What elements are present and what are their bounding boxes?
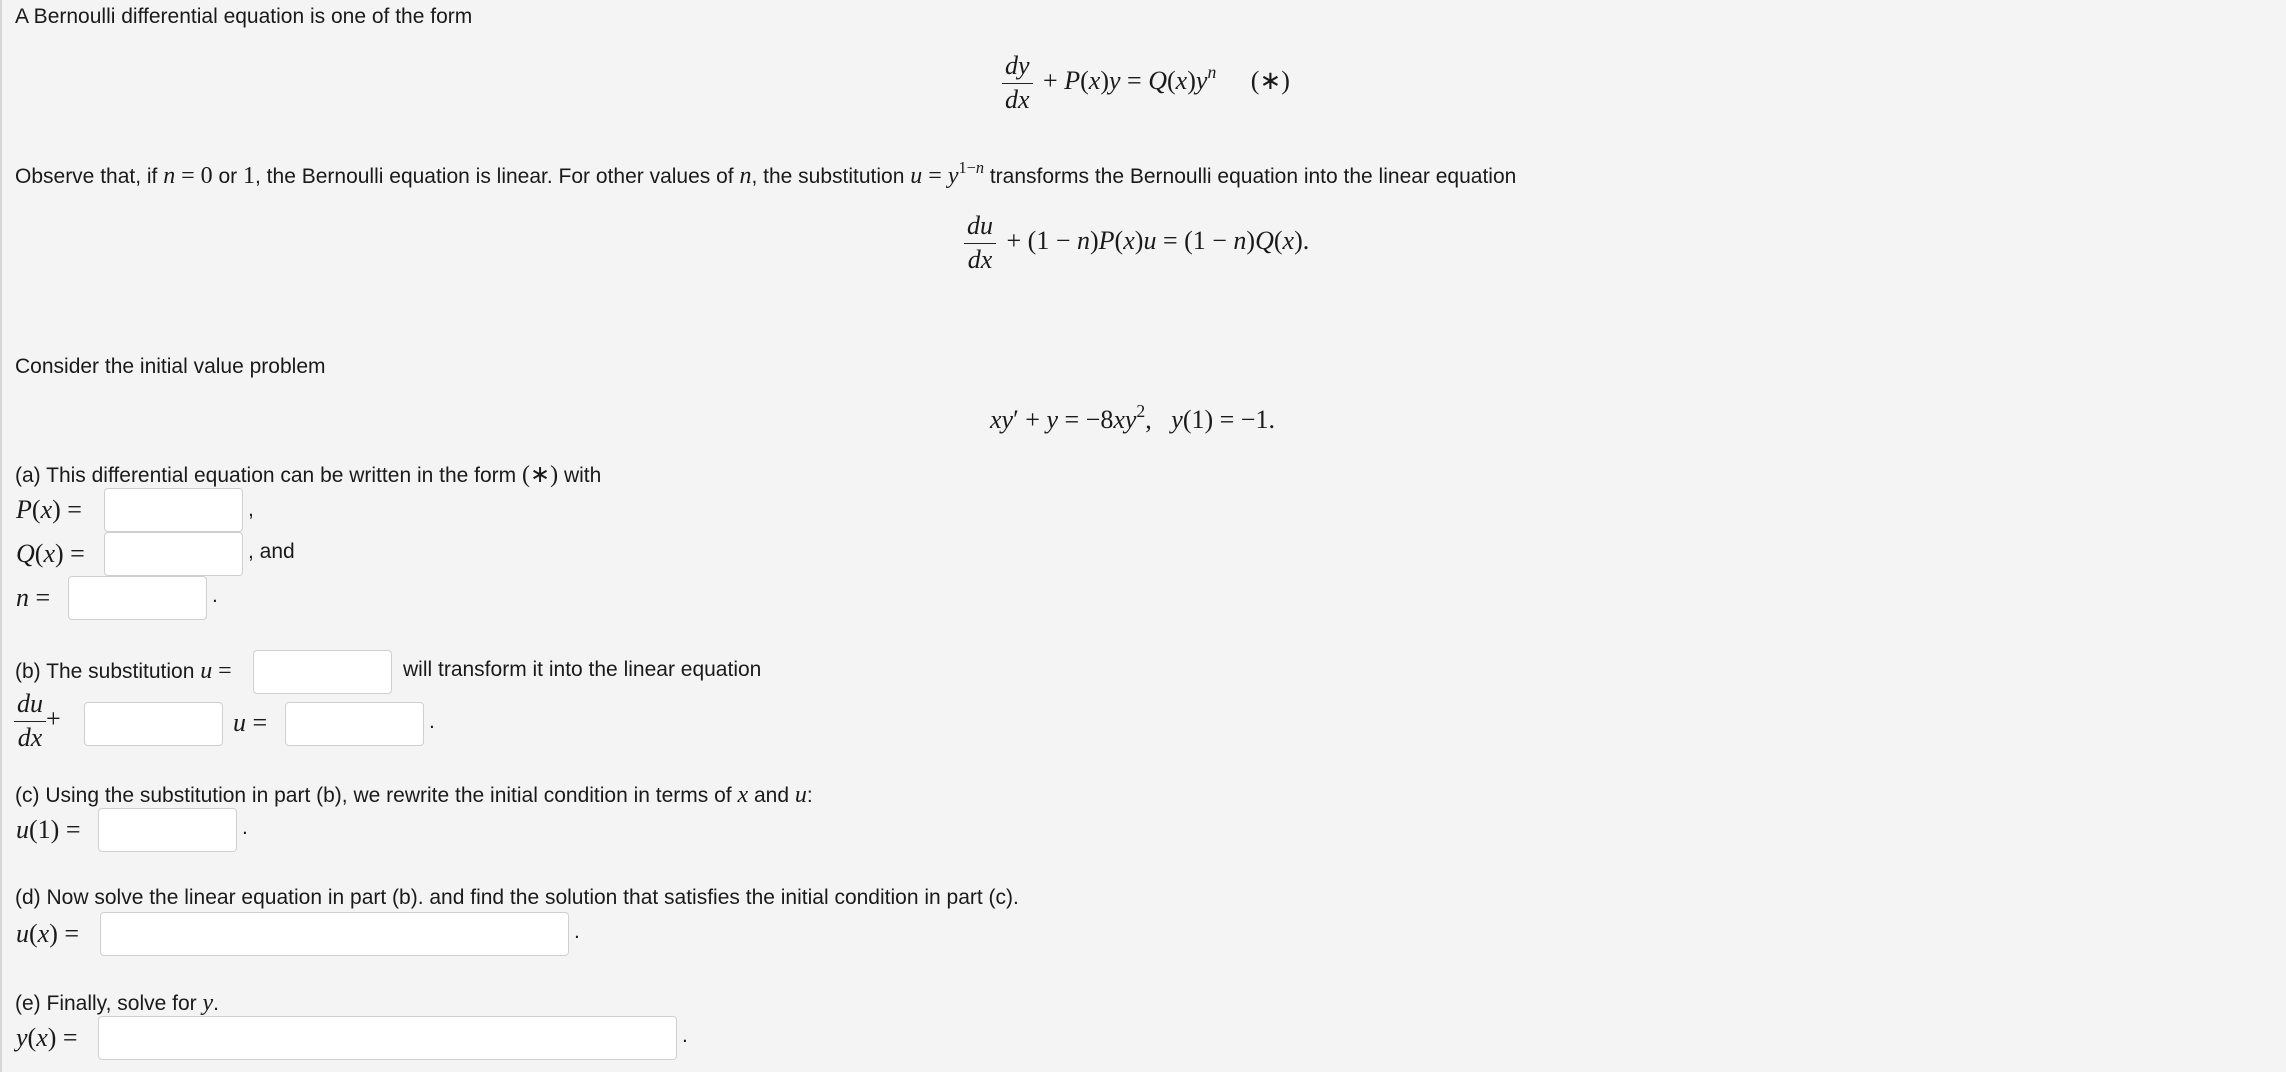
and-text: , and xyxy=(248,540,295,563)
period: . xyxy=(212,584,218,607)
Q-input[interactable] xyxy=(104,532,243,576)
n-label: n = xyxy=(16,583,51,612)
coefficient-input[interactable] xyxy=(84,702,223,746)
left-border xyxy=(0,0,2,1072)
ux-input[interactable] xyxy=(100,912,569,956)
du-dx-plus: $\frac{du}{dx}$ + xyxy=(14,690,61,752)
part-d-text: (d) Now solve the linear equation in part (b). and find the solution that satisfies the initial condition in part (c). xyxy=(15,886,1019,909)
comma: , xyxy=(248,498,254,521)
period: . xyxy=(574,920,580,943)
part-a-text: (a) This differential equation can be written in the form (∗) with xyxy=(15,462,602,488)
rhs-input[interactable] xyxy=(285,702,424,746)
n-input[interactable] xyxy=(68,576,207,620)
part-b-suffix: will transform it into the linear equation xyxy=(403,658,762,681)
Q-label: Q(x) = xyxy=(16,539,85,568)
u1-input[interactable] xyxy=(98,808,237,852)
yx-label: y(x) = xyxy=(16,1023,78,1052)
u-substitution-input[interactable] xyxy=(253,650,392,694)
linear-equation: $\frac{du}{dx}$ + (1 − n)P(x)u = (1 − n)Q(x). xyxy=(960,212,1309,274)
ivp-intro: Consider the initial value problem xyxy=(15,355,326,378)
u-equals-label: u = xyxy=(233,708,268,737)
part-c-text: (c) Using the substitution in part (b), we rewrite the initial condition in terms of x and u: xyxy=(15,782,813,808)
P-label: P(x) = xyxy=(16,495,82,524)
period: . xyxy=(429,710,435,733)
u1-label: u(1) = xyxy=(16,815,81,844)
period: . xyxy=(682,1024,688,1047)
P-input[interactable] xyxy=(104,488,243,532)
period: . xyxy=(242,816,248,839)
star-label: (∗) xyxy=(1250,66,1290,96)
ivp-equation: $xy' + y = -8xy^2$, y(1) = −1. xyxy=(990,401,1275,434)
observe-paragraph: Observe that, if n = 0 or 1, the Bernoulli equation is linear. For other values of n, the substitution $u = y^{1-n}$ transforms the Bernoulli equation into the linear equation xyxy=(15,157,1517,189)
yx-input[interactable] xyxy=(98,1016,677,1060)
ux-label: u(x) = xyxy=(16,919,80,948)
intro-sentence: A Bernoulli differential equation is one of the form xyxy=(15,5,473,28)
part-e-text: (e) Finally, solve for y. xyxy=(15,990,220,1016)
part-b-prefix: (b) The substitution u = xyxy=(15,658,232,684)
bernoulli-equation: $\frac{dy}{dx}$ + $P(x)y = Q(x)y^n$ (∗) xyxy=(998,52,1290,114)
